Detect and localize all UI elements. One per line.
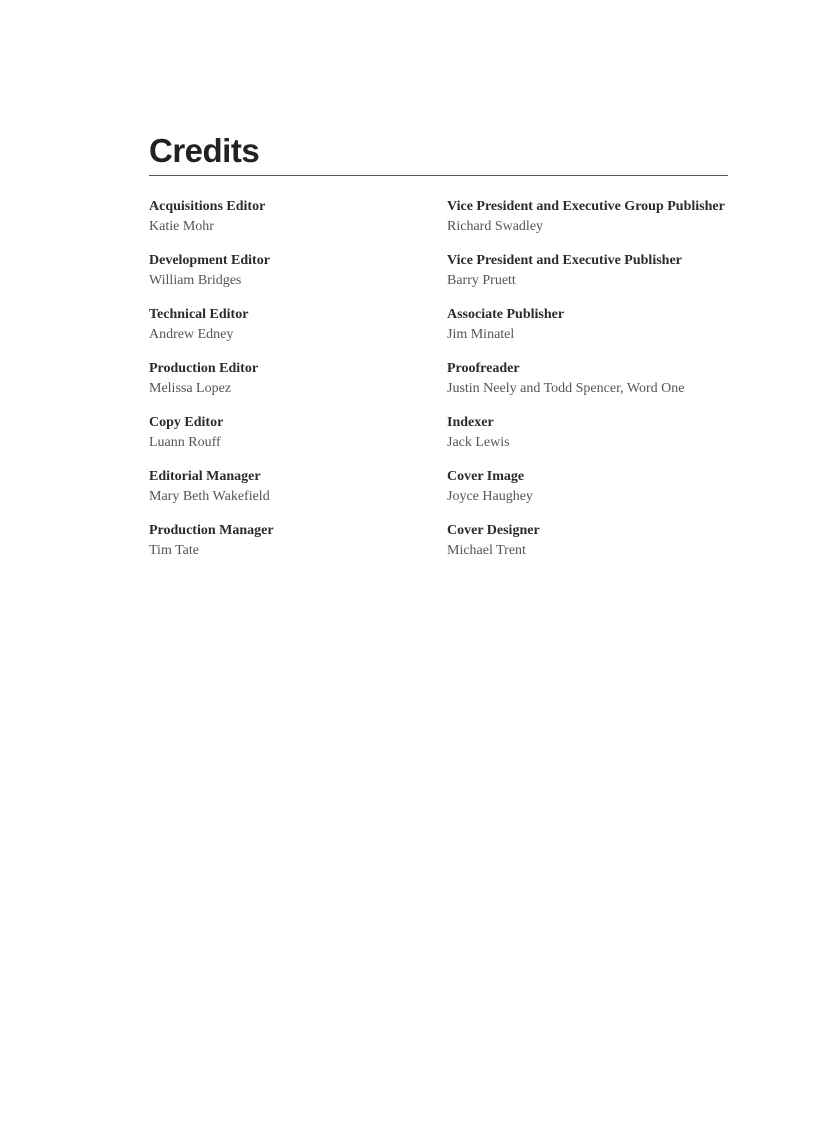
title-divider	[149, 175, 728, 176]
credit-entry-acquisitions-editor	[149, 197, 429, 236]
credit-entry-vp-executive-group-publisher	[447, 197, 737, 236]
credit-name: Tim Tate	[149, 542, 199, 558]
credit-name: Richard Swadley	[447, 218, 544, 234]
credit-name: Mary Beth Wakefield	[149, 488, 270, 504]
credit-role: Production Manager	[149, 523, 274, 538]
credit-role: Cover Designer	[447, 523, 540, 538]
credit-name: Jim Minatel	[447, 326, 515, 342]
credit-entry-vp-executive-publisher	[447, 251, 737, 290]
credit-entry-production-editor	[149, 359, 429, 398]
credit-entry-development-editor	[149, 251, 429, 290]
credit-role: Copy Editor	[149, 415, 224, 430]
credit-entry-technical-editor	[149, 305, 429, 344]
credit-name: Barry Pruett	[447, 272, 516, 288]
credit-entry-associate-publisher	[447, 305, 737, 344]
credit-role: Production Editor	[149, 361, 259, 376]
credit-role: Associate Publisher	[447, 307, 565, 322]
credit-role: Vice President and Executive Publisher	[447, 253, 682, 268]
credit-name: Jack Lewis	[447, 434, 510, 450]
credit-role: Editorial Manager	[149, 469, 261, 484]
credits-column-right	[447, 197, 737, 575]
credit-name: Melissa Lopez	[149, 380, 232, 396]
credit-entry-cover-image	[447, 467, 737, 506]
credit-role: Cover Image	[447, 469, 525, 484]
credit-name: Joyce Haughey	[447, 488, 533, 504]
credit-name: Andrew Edney	[149, 326, 234, 342]
credit-role: Indexer	[447, 415, 494, 430]
credit-role: Proofreader	[447, 361, 520, 376]
credit-name: William Bridges	[149, 272, 242, 288]
credit-role: Development Editor	[149, 253, 270, 268]
credit-name: Michael Trent	[447, 542, 526, 558]
credit-entry-editorial-manager	[149, 467, 429, 506]
credit-entry-proofreader	[447, 359, 737, 398]
credit-entry-indexer	[447, 413, 737, 452]
credit-role: Acquisitions Editor	[149, 199, 266, 214]
credit-role: Vice President and Executive Group Publisher	[447, 199, 725, 214]
credit-entry-production-manager	[149, 521, 429, 560]
page-title: Credits	[149, 132, 260, 169]
credit-name: Luann Rouff	[149, 434, 221, 450]
credit-entry-copy-editor	[149, 413, 429, 452]
credits-column-left	[149, 197, 429, 575]
credit-name: Katie Mohr	[149, 218, 214, 234]
credit-entry-cover-designer	[447, 521, 737, 560]
credit-role: Technical Editor	[149, 307, 249, 322]
credit-name: Justin Neely and Todd Spencer, Word One	[447, 380, 685, 396]
